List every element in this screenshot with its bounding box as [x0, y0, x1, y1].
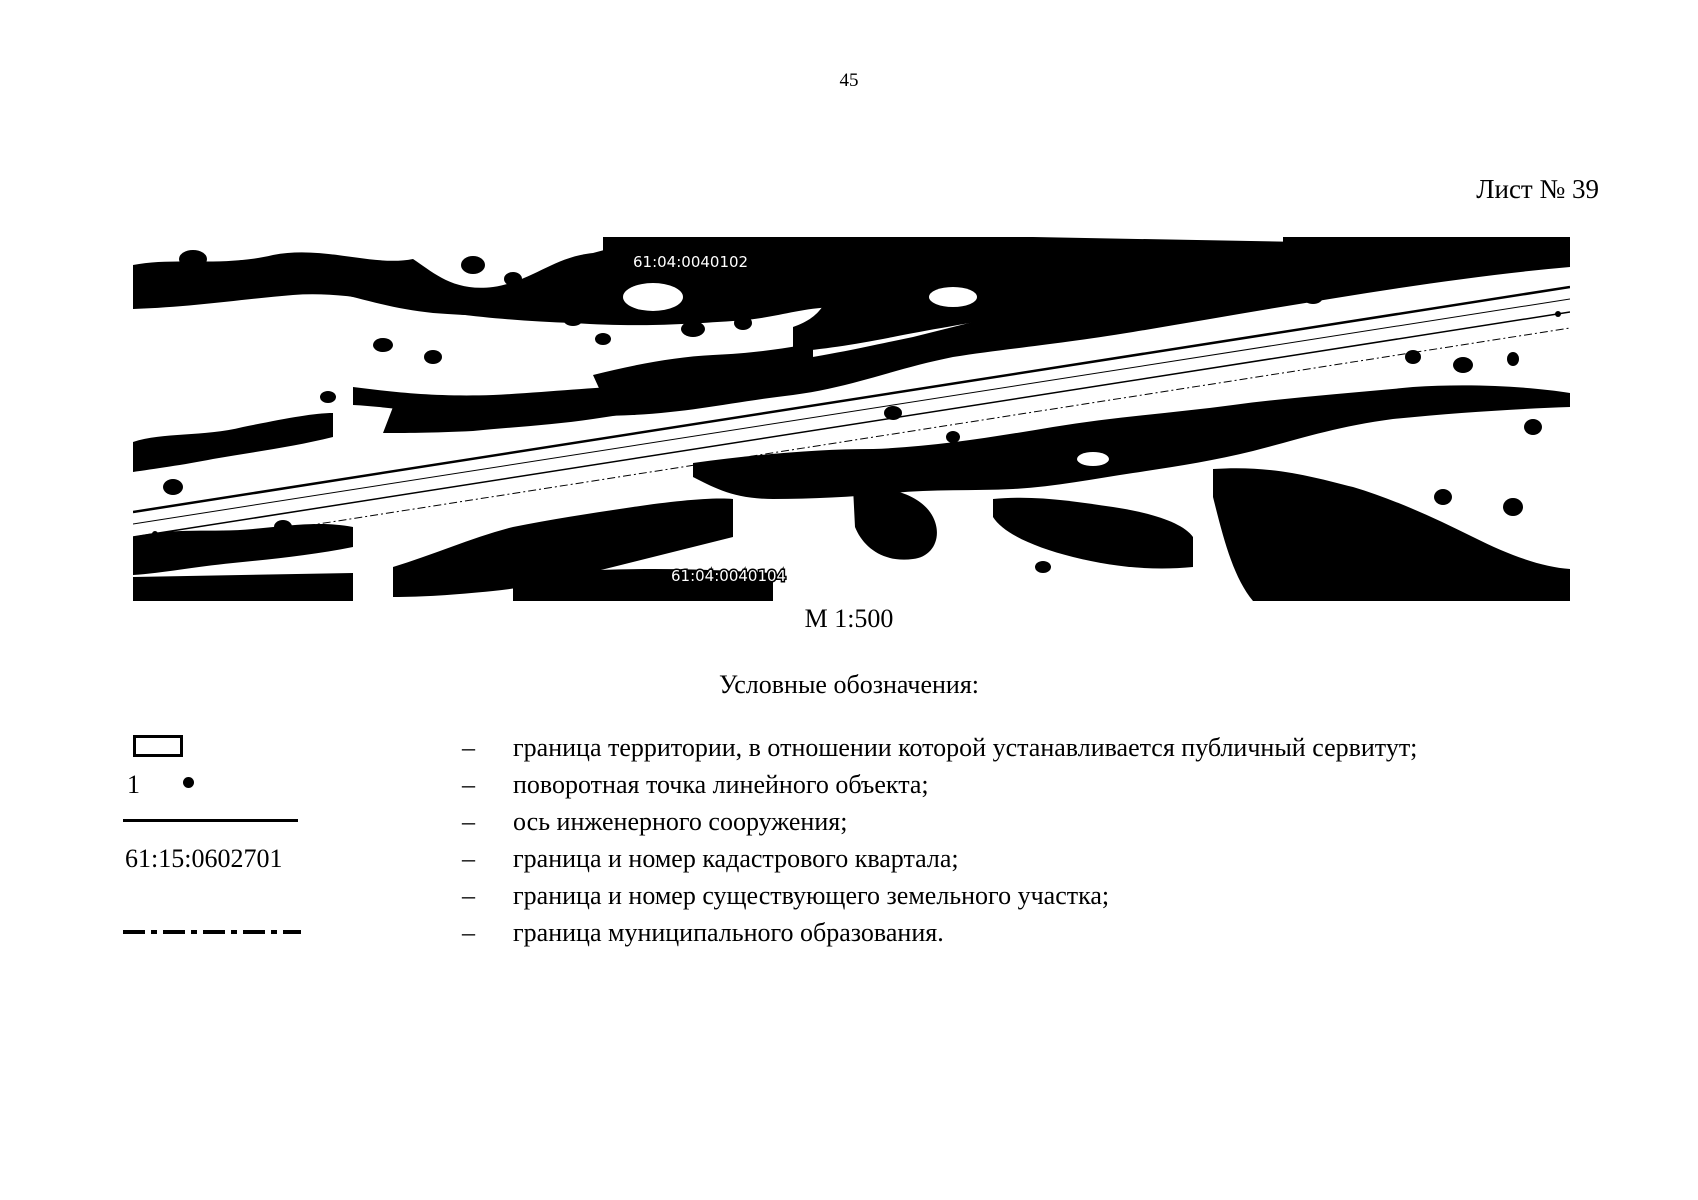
legend-symbol-municipal	[123, 918, 303, 954]
legend-text-land-plot: граница и номер существующего земельного участка;	[513, 881, 1110, 910]
legend-row-servitude	[0, 733, 1698, 769]
legend-text-municipal: граница муниципального образования.	[513, 918, 944, 947]
sheet-label: Лист № 39	[1476, 174, 1599, 204]
cadastral-code: 61:15:0602701	[125, 844, 283, 873]
quarter-label-lower: 61:04:0040104	[671, 567, 787, 585]
legend-symbol-cadastral-quarter	[123, 844, 303, 880]
map-svg	[133, 237, 1570, 601]
legend-dash: –	[462, 807, 475, 836]
page-number: 45	[839, 70, 859, 91]
turning-point-left	[152, 531, 158, 537]
legend-row-land-plot	[0, 881, 1698, 917]
legend-dash: –	[462, 733, 475, 762]
bottom-left-strip	[133, 573, 353, 601]
legend-row-axis	[0, 807, 1698, 843]
dash-dot-line-icon	[123, 928, 301, 936]
legend-symbol-axis	[123, 807, 303, 843]
point-number: 1	[127, 770, 140, 799]
quarter-label-upper: 61:04:0040102	[633, 253, 749, 271]
legend-dash: –	[462, 918, 475, 947]
legend-text-servitude: граница территории, в отношении которой устанавливается публичный сервитут;	[513, 733, 1418, 762]
legend-row-turning-point	[0, 770, 1698, 806]
turning-point-right	[1555, 311, 1561, 317]
legend-symbol-servitude	[123, 733, 303, 769]
legend-text-axis: ось инженерного сооружения;	[513, 807, 848, 836]
cadastral-map	[133, 237, 1570, 601]
map-scale: М 1:500	[804, 604, 894, 633]
rectangle-outline-icon	[133, 735, 183, 757]
legend-title: Условные обозначения:	[718, 670, 980, 699]
legend-symbol-land-plot	[123, 881, 303, 917]
legend-text-turning-point: поворотная точка линейного объекта;	[513, 770, 929, 799]
legend-row-cadastral-quarter	[0, 844, 1698, 880]
legend-symbol-turning-point	[123, 770, 303, 806]
point-icon	[183, 777, 194, 788]
solid-line-icon	[123, 819, 298, 822]
legend-dash: –	[462, 844, 475, 873]
legend-row-municipal	[0, 918, 1698, 954]
legend-text-cadastral-quarter: граница и номер кадастрового квартала;	[513, 844, 959, 873]
legend-dash: –	[462, 881, 475, 910]
legend-dash: –	[462, 770, 475, 799]
